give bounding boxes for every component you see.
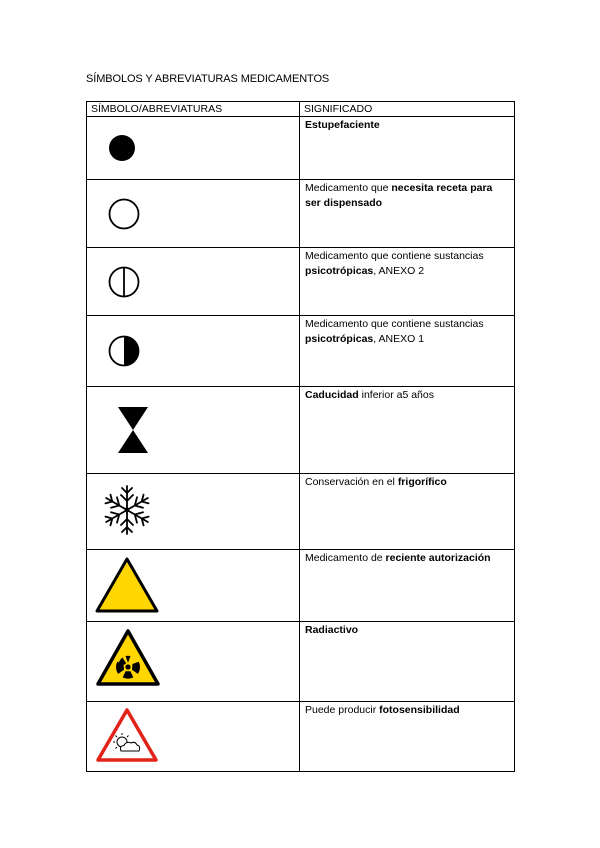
symbol-cell xyxy=(87,248,300,316)
empty-circle-icon xyxy=(108,198,140,230)
meaning-text: inferior a5 años xyxy=(358,389,434,401)
meaning-text: psicotrópicas xyxy=(305,265,374,277)
document-title: SÍMBOLOS Y ABREVIATURAS MEDICAMENTOS xyxy=(86,73,330,85)
table-row xyxy=(87,117,515,180)
table-row xyxy=(87,702,515,772)
meaning-cell xyxy=(300,180,515,248)
meaning-text: Medicamento de xyxy=(305,552,386,564)
meaning-cell xyxy=(300,248,515,316)
meaning-text: , ANEXO 2 xyxy=(373,265,425,277)
hourglass-icon xyxy=(118,407,148,453)
symbol-cell xyxy=(87,622,300,702)
table-row xyxy=(87,550,515,622)
radioactive-icon xyxy=(95,628,161,688)
meaning-text: psicotrópicas xyxy=(305,333,374,345)
meaning-text: Medicamento que contiene sustancias xyxy=(305,250,484,262)
symbol-cell xyxy=(87,117,300,180)
meaning-text: , ANEXO 1 xyxy=(373,333,425,345)
meaning-cell xyxy=(300,387,515,474)
meaning-text: Puede producir xyxy=(305,704,380,716)
filled-circle-icon xyxy=(108,134,136,162)
meaning-text: Caducidad xyxy=(305,389,359,401)
table-row xyxy=(87,180,515,248)
header-symbol: SÍMBOLO/ABREVIATURAS xyxy=(87,102,300,117)
symbols-table xyxy=(86,101,515,772)
symbol-cell xyxy=(87,702,300,772)
meaning-text: Medicamento que xyxy=(305,182,392,194)
meaning-cell xyxy=(300,474,515,550)
meaning-text: fotosensibilidad xyxy=(379,704,460,716)
photosensitivity-icon xyxy=(95,707,159,763)
symbol-cell xyxy=(87,316,300,387)
table-row xyxy=(87,316,515,387)
meaning-text: Medicamento que contiene sustancias xyxy=(305,318,484,330)
meaning-text: frigorífico xyxy=(397,476,447,488)
snowflake-icon xyxy=(101,484,153,536)
meaning-text: Conservación en el xyxy=(305,476,398,488)
meaning-text: Estupefaciente xyxy=(305,119,380,131)
table-header-row xyxy=(87,102,515,117)
symbol-cell xyxy=(87,550,300,622)
meaning-text: necesita receta para ser dispensado xyxy=(305,182,493,209)
table-row xyxy=(87,474,515,550)
vertical-line-circle-icon xyxy=(108,266,140,298)
meaning-cell xyxy=(300,117,515,180)
table-row xyxy=(87,248,515,316)
meaning-cell xyxy=(300,550,515,622)
symbol-cell xyxy=(87,474,300,550)
meaning-text: Radiactivo xyxy=(305,624,359,636)
symbol-cell xyxy=(87,387,300,474)
half-filled-circle-icon xyxy=(108,335,140,367)
meaning-cell xyxy=(300,702,515,772)
table-row xyxy=(87,387,515,474)
meaning-cell xyxy=(300,622,515,702)
meaning-text: reciente autorización xyxy=(385,552,491,564)
yellow-triangle-icon xyxy=(94,556,160,614)
symbol-cell xyxy=(87,180,300,248)
table-row xyxy=(87,622,515,702)
meaning-cell xyxy=(300,316,515,387)
header-meaning: SIGNIFICADO xyxy=(300,102,515,117)
